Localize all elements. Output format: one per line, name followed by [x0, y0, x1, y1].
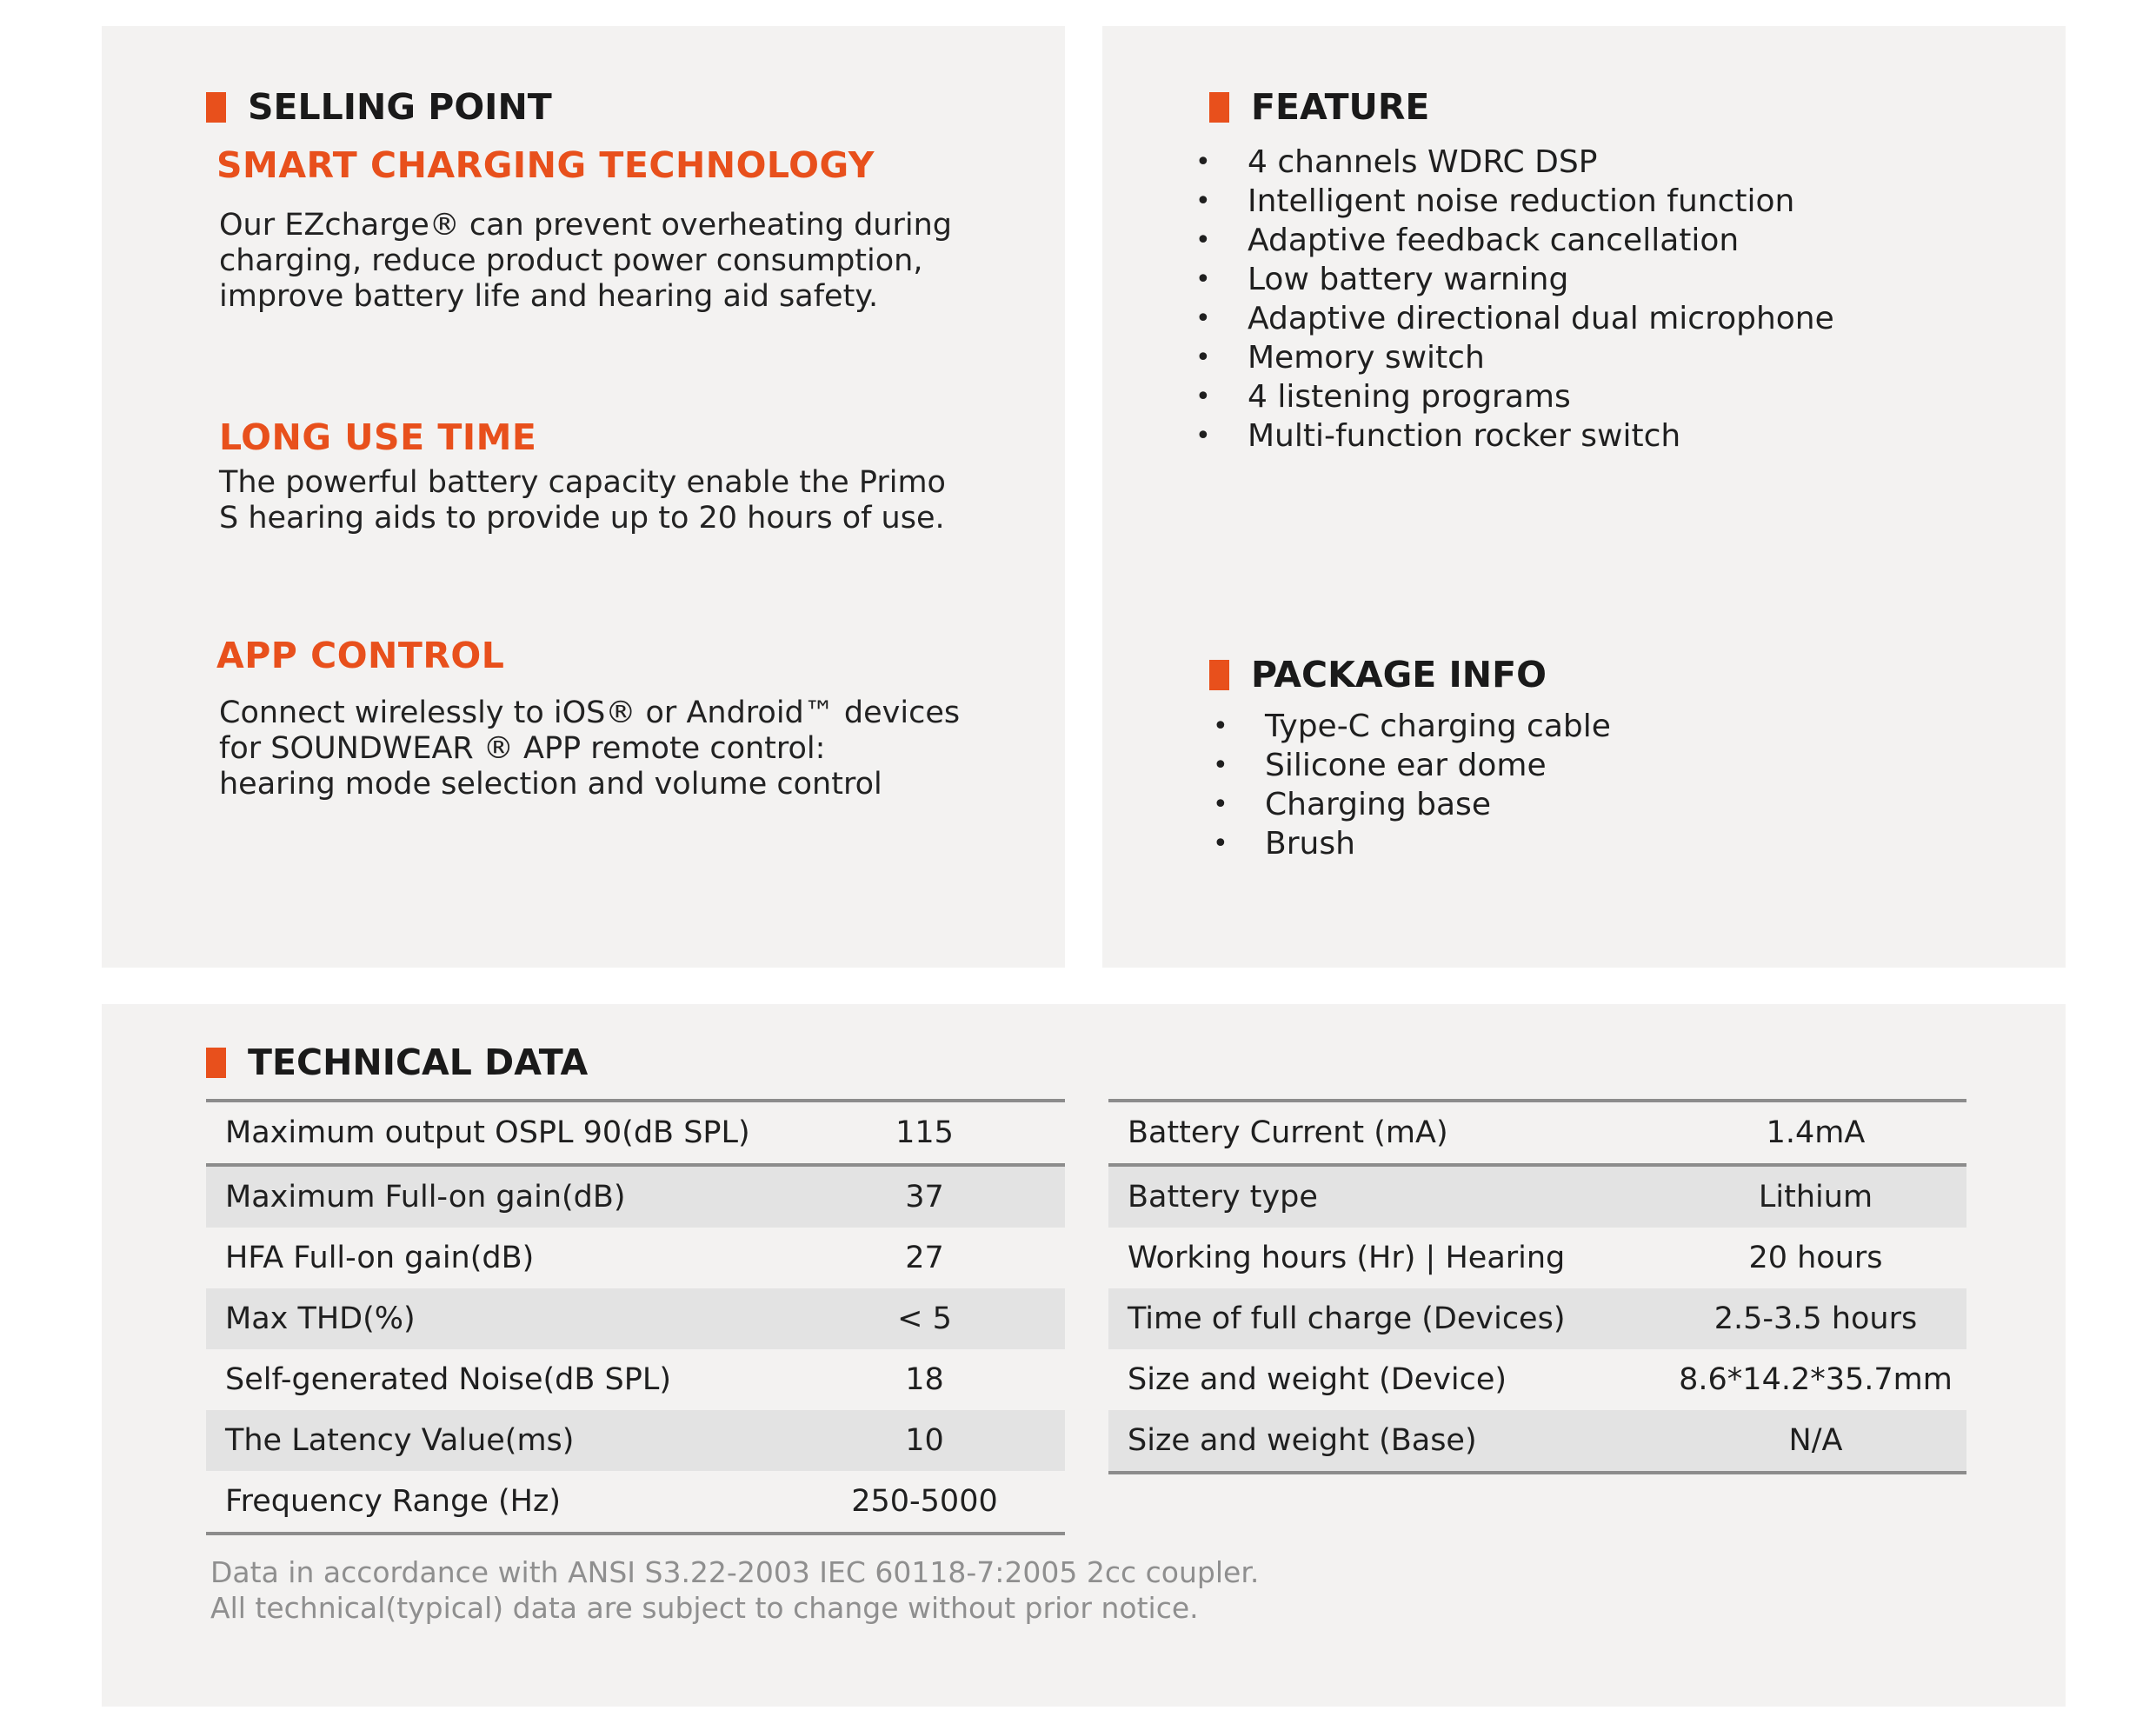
heading-marker-icon: [206, 92, 226, 123]
package-list: [1213, 707, 1611, 863]
app-control-description: Connect wirelessly to iOS® or Android™ devices for SOUNDWEAR ® APP remote control: hearing mode selection and volume control: [219, 695, 961, 802]
heading-marker-icon: [1209, 660, 1229, 690]
bullet-icon: •: [1195, 382, 1211, 412]
table-row: Size and weight (Base) N/A: [1108, 1410, 1966, 1473]
table-row: Maximum output OSPL 90(dB SPL) 115: [206, 1101, 1065, 1165]
table-row: Time of full charge (Devices) 2.5-3.5 hours: [1108, 1288, 1966, 1349]
list-item: • Multi-function rocker switch: [1195, 418, 1681, 454]
smart-charging-title: SMART CHARGING TECHNOLOGY: [216, 144, 875, 186]
bullet-icon: •: [1213, 829, 1228, 859]
bullet-icon: •: [1195, 225, 1211, 256]
bullet-icon: •: [1195, 147, 1211, 177]
table-row: Working hours (Hr) | Hearing 20 hours: [1128, 1241, 1883, 1275]
bullet-icon: •: [1195, 421, 1211, 451]
table-row: Size and weight (Device) 8.6*14.2*35.7mm: [1128, 1362, 1953, 1397]
long-use-time-title: LONG USE TIME: [219, 416, 537, 458]
bullet-icon: •: [1213, 750, 1228, 781]
bullet-icon: •: [1195, 186, 1211, 216]
list-item: • Adaptive directional dual microphone: [1195, 301, 1834, 336]
bullet-icon: •: [1213, 711, 1228, 742]
table-row: Battery Current (mA) 1.4mA: [1108, 1101, 1966, 1165]
list-item: • Charging base: [1213, 787, 1491, 822]
list-item: • Type-C charging cable: [1213, 709, 1611, 744]
table-row: Maximum Full-on gain(dB) 37: [206, 1165, 1065, 1228]
bullet-icon: •: [1195, 303, 1211, 334]
technical-table-left: [206, 1099, 1065, 1535]
bullet-icon: •: [1195, 343, 1211, 373]
heading-marker-icon: [1209, 92, 1229, 123]
list-item: • Adaptive feedback cancellation: [1195, 223, 1740, 258]
list-item: • Intelligent noise reduction function: [1195, 183, 1795, 219]
list-item: • 4 channels WDRC DSP: [1195, 144, 1598, 180]
list-item: • Low battery warning: [1195, 262, 1569, 297]
technical-data-heading: TECHNICAL DATA: [206, 1040, 588, 1085]
package-info-heading: PACKAGE INFO: [1209, 652, 1547, 697]
technical-table-right: [1108, 1099, 1966, 1474]
long-use-time-description: The powerful battery capacity enable the Primo S hearing aids to provide up to 20 hours of use.: [219, 465, 946, 536]
table-row: Frequency Range (Hz) 250-5000: [225, 1484, 998, 1519]
selling-point-heading: SELLING POINT: [206, 84, 552, 130]
table-row: HFA Full-on gain(dB) 27: [225, 1241, 944, 1275]
list-item: • 4 listening programs: [1195, 379, 1571, 415]
feature-heading: FEATURE: [1209, 84, 1429, 130]
bullet-icon: •: [1213, 789, 1228, 820]
technical-footnote: Data in accordance with ANSI S3.22-2003 IEC 60118-7:2005 2cc coupler. All technical(typical) data are subject to change without prior notice.: [210, 1555, 1260, 1625]
list-item: • Silicone ear dome: [1213, 748, 1547, 783]
feature-list: [1195, 143, 1834, 456]
heading-marker-icon: [206, 1048, 226, 1078]
list-item: • Brush: [1213, 826, 1355, 862]
table-row: Battery type Lithium: [1108, 1165, 1966, 1228]
list-item: • Memory switch: [1195, 340, 1485, 376]
table-row: Max THD(%) < 5: [206, 1288, 1065, 1349]
table-row: Self-generated Noise(dB SPL) 18: [225, 1362, 944, 1397]
app-control-title: APP CONTROL: [216, 635, 505, 676]
table-row: The Latency Value(ms) 10: [206, 1410, 1065, 1471]
smart-charging-description: Our EZcharge® can prevent overheating during charging, reduce product power consumption, improve battery life and hearing aid safety.: [219, 208, 952, 314]
bullet-icon: •: [1195, 264, 1211, 295]
